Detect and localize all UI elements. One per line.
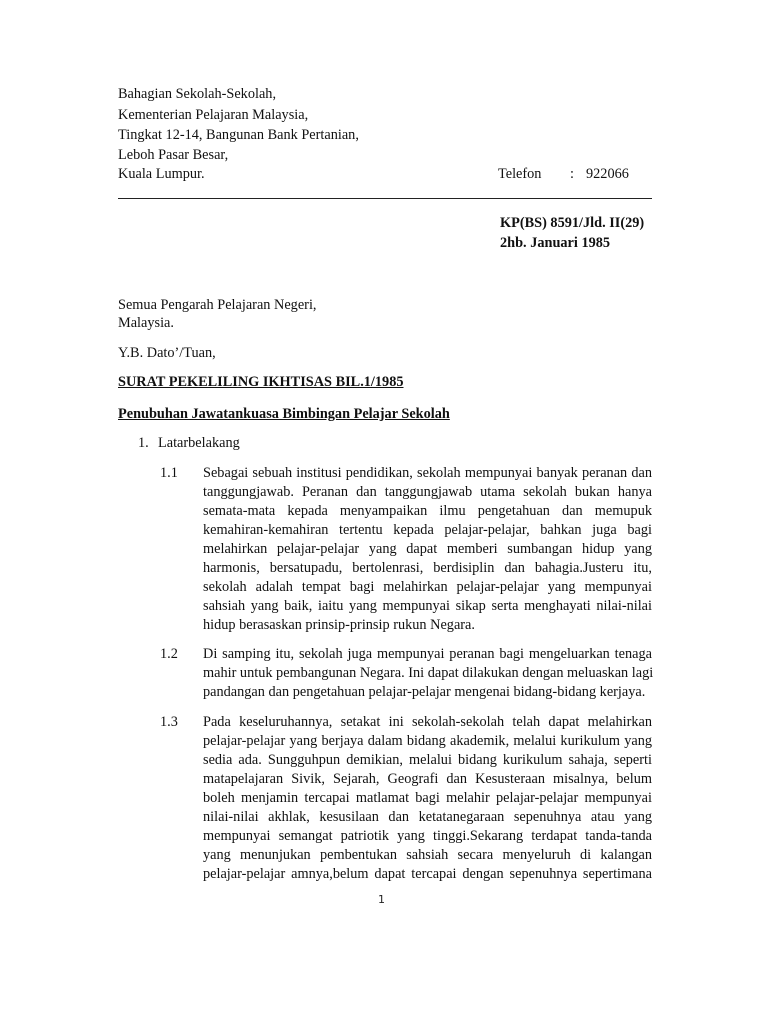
phone-label: Telefon	[498, 166, 542, 182]
page-number: 1	[378, 893, 385, 906]
phone-number: 922066	[586, 166, 629, 182]
paragraph-1-3-line: boleh menjamin tercapai matlamat bagi melahir pelajar-pelajar mempunyai	[203, 790, 652, 806]
address-line-2: Kementerian Pelajaran Malaysia,	[118, 107, 309, 123]
paragraph-1-3-line: yang menunjukan pembentukan sahsiah secara menyeluruh di kalangan	[203, 847, 652, 863]
paragraph-number-1-1: 1.1	[160, 465, 178, 481]
address-line-1: Bahagian Sekolah-Sekolah,	[118, 86, 277, 102]
paragraph-number-1-3: 1.3	[160, 714, 178, 730]
header-divider	[118, 198, 652, 199]
circular-title: SURAT PEKELILING IKHTISAS BIL.1/1985	[118, 374, 404, 390]
address-line-3: Tingkat 12-14, Bangunan Bank Pertanian,	[118, 127, 359, 143]
paragraph-1-2-line: Di samping itu, sekolah juga mempunyai peranan bagi mengeluarkan tenaga	[203, 646, 652, 662]
paragraph-1-1-line: tanggungjawab. Peranan dan tanggungjawab utama sekolah bukan hanya	[203, 484, 652, 500]
salutation: Y.B. Dato’/Tuan,	[118, 345, 216, 361]
paragraph-1-1-line: harmonis, bersatupadu, bertolenrasi, berdisiplin dan bahagia.Justeru itu,	[203, 560, 652, 576]
paragraph-1-1-line: melahirkan pelajar-pelajar yang dapat memberi sumbangan hidup yang	[203, 541, 652, 557]
paragraph-1-1-line: kemahiran-kemahiran tertentu kepada pelajar-pelajar, bahkan juga bagi	[203, 522, 652, 538]
paragraph-1-1-line: Sebagai sebuah institusi pendidikan, sekolah mempunyai banyak peranan dan	[203, 465, 652, 481]
paragraph-1-3-line: matapelajaran Sivik, Sejarah, Geografi dan Kesusteraan misalnya, belum	[203, 771, 652, 787]
paragraph-1-3-line: pelajar-pelajar yang berjaya dalam bidang akademik, melalui kurikulum yang	[203, 733, 652, 749]
paragraph-1-1-line: semata-mata kepada menyampaikan ilmu pengetahuan dan memupuk	[203, 503, 652, 519]
reference-number: KP(BS) 8591/Jld. II(29)	[500, 215, 645, 231]
paragraph-1-1-line: sahsiah yang baik, iaitu yang mempunyai sikap serta menghayati nilai-nilai	[203, 598, 652, 614]
paragraph-1-3-line: nilai-nilai akhlak, kesusilaan dan ketatanegaraan sepenuhnya atau yang	[203, 809, 652, 825]
address-line-4: Leboh Pasar Besar,	[118, 147, 229, 163]
paragraph-1-3-line: pelajar-pelajar amnya,belum dapat tercapai dengan sepenuhnya sepertimana	[203, 866, 652, 882]
section-title: Latarbelakang	[158, 435, 240, 451]
phone-colon: :	[570, 166, 574, 182]
address-line-5: Kuala Lumpur.	[118, 166, 205, 182]
recipient-line-1: Semua Pengarah Pelajaran Negeri,	[118, 297, 317, 313]
recipient-line-2: Malaysia.	[118, 315, 174, 331]
paragraph-number-1-2: 1.2	[160, 646, 178, 662]
letter-date: 2hb. Januari 1985	[500, 235, 611, 251]
subject-heading: Penubuhan Jawatankuasa Bimbingan Pelajar Sekolah	[118, 406, 450, 422]
paragraph-1-1-line: sekolah adalah tempat bagi melahirkan pelajar-pelajar yang mempunyai	[203, 579, 652, 595]
paragraph-1-3-line: sedia ada. Sungguhpun demikian, melalui bidang kurikulum sahaja, seperti	[203, 752, 652, 768]
paragraph-1-2-line: mahir untuk pembangunan Negara. Ini dapat dilakukan dengan meluaskan lagi	[203, 665, 654, 681]
paragraph-1-3-line: Pada keseluruhannya, setakat ini sekolah-sekolah telah dapat melahirkan	[203, 714, 652, 730]
paragraph-1-3-line: mempunyai semangat patriotik yang tinggi.Sekarang terdapat tanda-tanda	[203, 828, 652, 844]
paragraph-1-1-line: hidup berasaskan prinsip-prinsip rukun Negara.	[203, 617, 475, 633]
section-number: 1.	[138, 435, 149, 451]
paragraph-1-2-line: pandangan dan pengetahuan pelajar-pelajar mengenai bidang-bidang kerjaya.	[203, 684, 646, 700]
